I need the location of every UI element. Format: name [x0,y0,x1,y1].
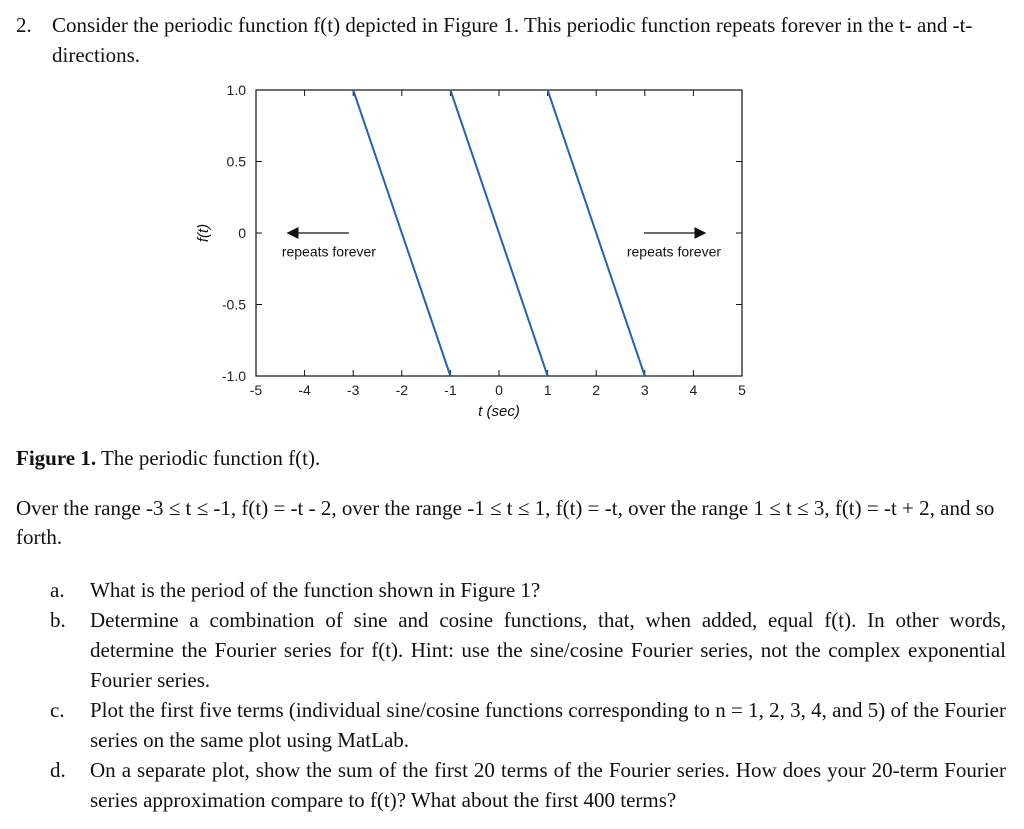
x-axis-label: t (sec) [478,403,520,420]
x-tick-label: 3 [640,382,649,398]
figure-caption-text: The periodic function f(t). [96,446,321,470]
figure-caption [16,444,320,472]
y-tick-label: -1.0 [221,368,246,384]
part-text: What is the period of the function shown in Figure 1? [90,578,541,602]
question-intro: Consider the periodic function f(t) depicted in Figure 1. This periodic function repeats forever in the t- and -t-directions. [52,13,973,67]
x-tick-label: 1 [543,382,552,398]
x-tick-label: 0 [495,382,503,398]
list-item [16,695,1006,755]
part-label: d. [50,758,66,782]
series-segment [548,90,645,376]
x-tick-label: 5 [738,382,746,398]
part-text: Plot the first five terms (individual sine/cosine functions corresponding to n = 1, 2, 3, 4, and 5) of the Fourier series on the same plot using MatLab. [90,698,1006,752]
question-parts [16,575,1006,815]
x-tick-label: -1 [444,382,457,398]
x-tick-label: -4 [298,382,311,398]
list-item [16,755,1006,815]
x-tick-label: 4 [689,382,698,398]
x-tick-label: -3 [346,382,360,398]
part-text: On a separate plot, show the sum of the first 20 terms of the Fourier series. How does your 20-term Fourier series approximation compare to f(t)? What about the first 400 terms? [90,758,1006,812]
y-tick-label: -0.5 [221,296,246,313]
part-label: a. [50,578,65,602]
periodic-function-chart [190,80,760,440]
y-tick-label: 1.0 [226,82,246,98]
figure-1 [190,80,760,440]
y-tick-label: 0 [238,225,246,241]
annotation-label: repeats forever [626,243,722,260]
x-tick-label: -5 [249,382,263,398]
range-definition: Over the range -3 ≤ t ≤ -1, f(t) = -t - 2, over the range -1 ≤ t ≤ 1, f(t) = -t, over the range 1 ≤ t ≤ 3, f(t) = -t + 2, and so forth. [16,496,995,549]
question-header [16,10,1006,70]
x-tick-label: 2 [592,382,601,398]
x-tick-label: -2 [395,382,409,398]
part-label: b. [50,608,66,632]
question-number: 2. [16,13,32,37]
part-text: Determine a combination of sine and cosine functions, that, when added, equal f(t). In other words, determine the Fourier series for f(t). Hint: use the sine/cosine Fourier series, not the complex exponential Fourier series. [90,608,1006,692]
list-item [16,575,1006,605]
y-tick-label: 0.5 [226,153,246,170]
y-axis-label: f(t) [195,223,212,243]
annotation-label: repeats forever [281,243,376,260]
list-item [16,605,1006,695]
series-segment [450,90,547,376]
series-segment [353,90,450,376]
figure-caption-label: Figure 1. [16,446,97,470]
part-label: c. [50,698,65,722]
